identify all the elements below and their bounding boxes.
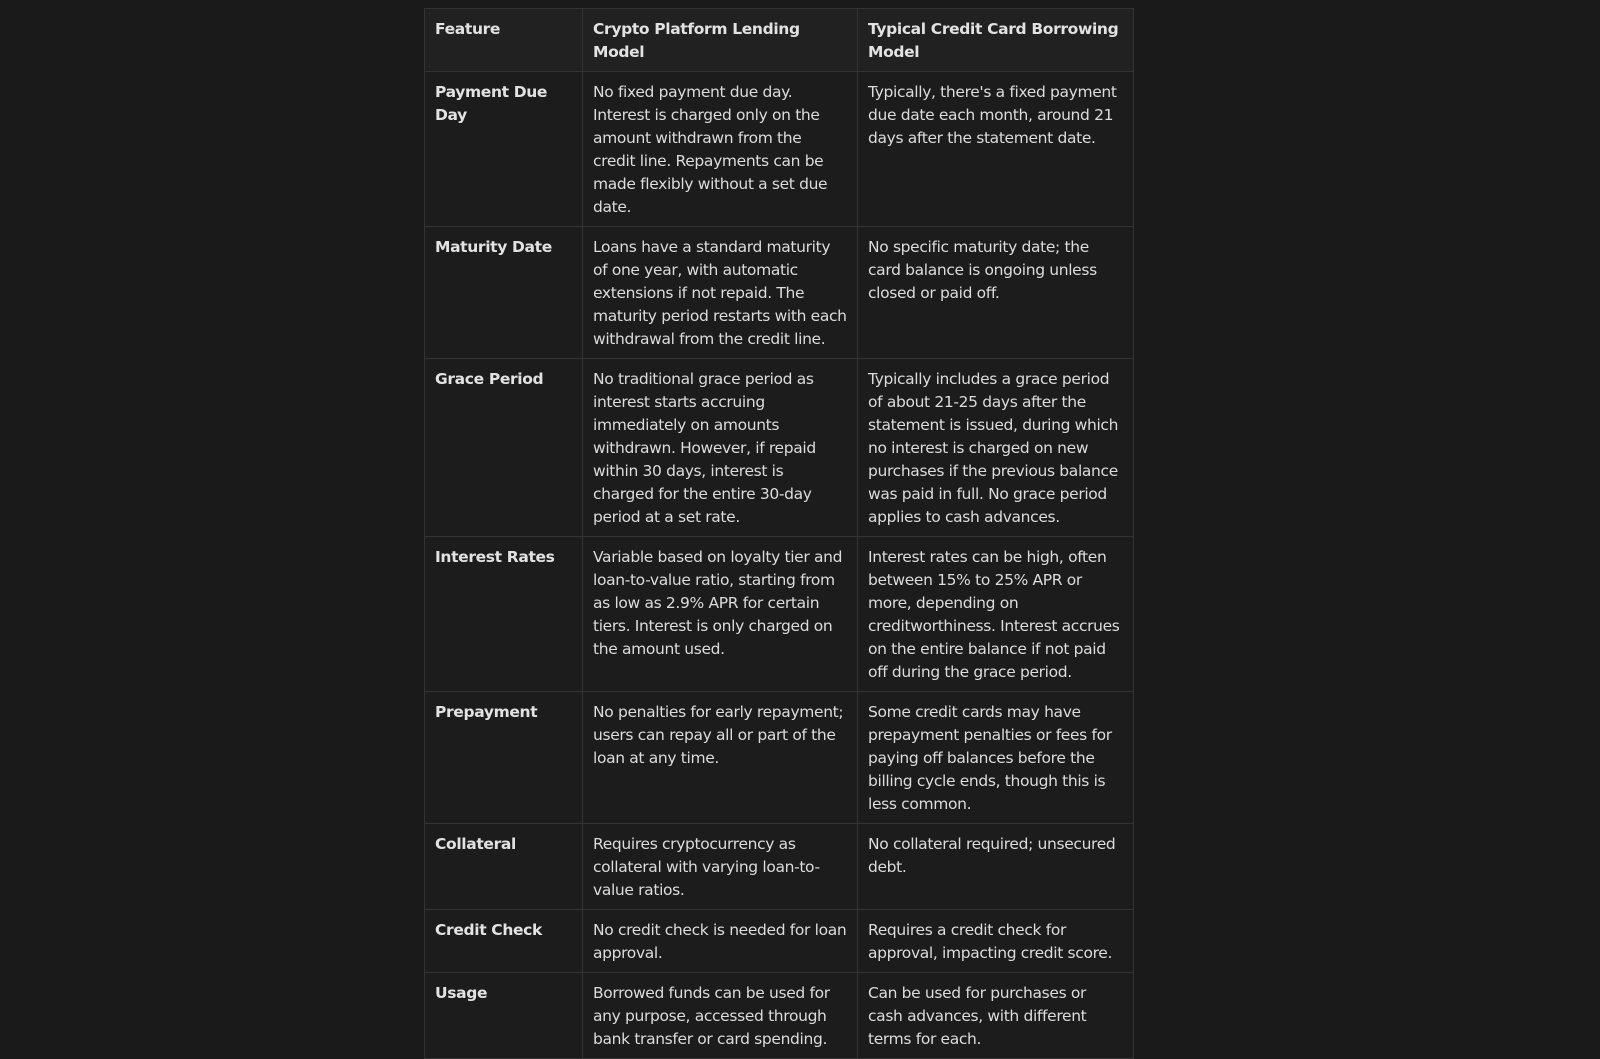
comparison-table-container	[424, 8, 1133, 1059]
table-body	[425, 72, 1134, 1059]
credit-card-cell: Some credit cards may have prepayment penalties or fees for paying off balances before the billing cycle ends, though this is less common.	[858, 692, 1134, 824]
feature-cell: Interest Rates	[425, 537, 583, 692]
table-row	[425, 537, 1134, 692]
feature-cell: Maturity Date	[425, 227, 583, 359]
table-header	[425, 9, 1134, 72]
credit-card-cell: Requires a credit check for approval, impacting credit score.	[858, 910, 1134, 973]
table-row	[425, 973, 1134, 1059]
header-crypto-model: Crypto Platform Lending Model	[583, 9, 858, 72]
feature-cell: Collateral	[425, 824, 583, 910]
comparison-table	[424, 8, 1134, 1059]
credit-card-cell: Interest rates can be high, often between 15% to 25% APR or more, depending on creditworthiness. Interest accrues on the entire balance if not paid off during the grace period.	[858, 537, 1134, 692]
table-row	[425, 910, 1134, 973]
crypto-cell: No penalties for early repayment; users can repay all or part of the loan at any time.	[583, 692, 858, 824]
feature-cell: Credit Check	[425, 910, 583, 973]
crypto-cell: No credit check is needed for loan approval.	[583, 910, 858, 973]
feature-cell: Prepayment	[425, 692, 583, 824]
feature-cell: Payment Due Day	[425, 72, 583, 227]
crypto-cell: Variable based on loyalty tier and loan-to-value ratio, starting from as low as 2.9% APR for certain tiers. Interest is only charged on the amount used.	[583, 537, 858, 692]
header-feature: Feature	[425, 9, 583, 72]
header-credit-card-model: Typical Credit Card Borrowing Model	[858, 9, 1134, 72]
table-row	[425, 359, 1134, 537]
crypto-cell: Loans have a standard maturity of one year, with automatic extensions if not repaid. The maturity period restarts with each withdrawal from the credit line.	[583, 227, 858, 359]
feature-cell: Grace Period	[425, 359, 583, 537]
table-row	[425, 72, 1134, 227]
crypto-cell: Requires cryptocurrency as collateral with varying loan-to-value ratios.	[583, 824, 858, 910]
feature-cell: Usage	[425, 973, 583, 1059]
crypto-cell: Borrowed funds can be used for any purpose, accessed through bank transfer or card spending.	[583, 973, 858, 1059]
table-row	[425, 692, 1134, 824]
credit-card-cell: Typically, there's a fixed payment due date each month, around 21 days after the statement date.	[858, 72, 1134, 227]
table-row	[425, 824, 1134, 910]
crypto-cell: No traditional grace period as interest starts accruing immediately on amounts withdrawn. However, if repaid within 30 days, interest is charged for the entire 30-day period at a set rate.	[583, 359, 858, 537]
credit-card-cell: No collateral required; unsecured debt.	[858, 824, 1134, 910]
crypto-cell: No fixed payment due day. Interest is charged only on the amount withdrawn from the credit line. Repayments can be made flexibly without a set due date.	[583, 72, 858, 227]
table-row	[425, 227, 1134, 359]
credit-card-cell: Can be used for purchases or cash advances, with different terms for each.	[858, 973, 1134, 1059]
credit-card-cell: No specific maturity date; the card balance is ongoing unless closed or paid off.	[858, 227, 1134, 359]
credit-card-cell: Typically includes a grace period of about 21-25 days after the statement is issued, during which no interest is charged on new purchases if the previous balance was paid in full. No grace period applies to cash advances.	[858, 359, 1134, 537]
header-row	[425, 9, 1134, 72]
